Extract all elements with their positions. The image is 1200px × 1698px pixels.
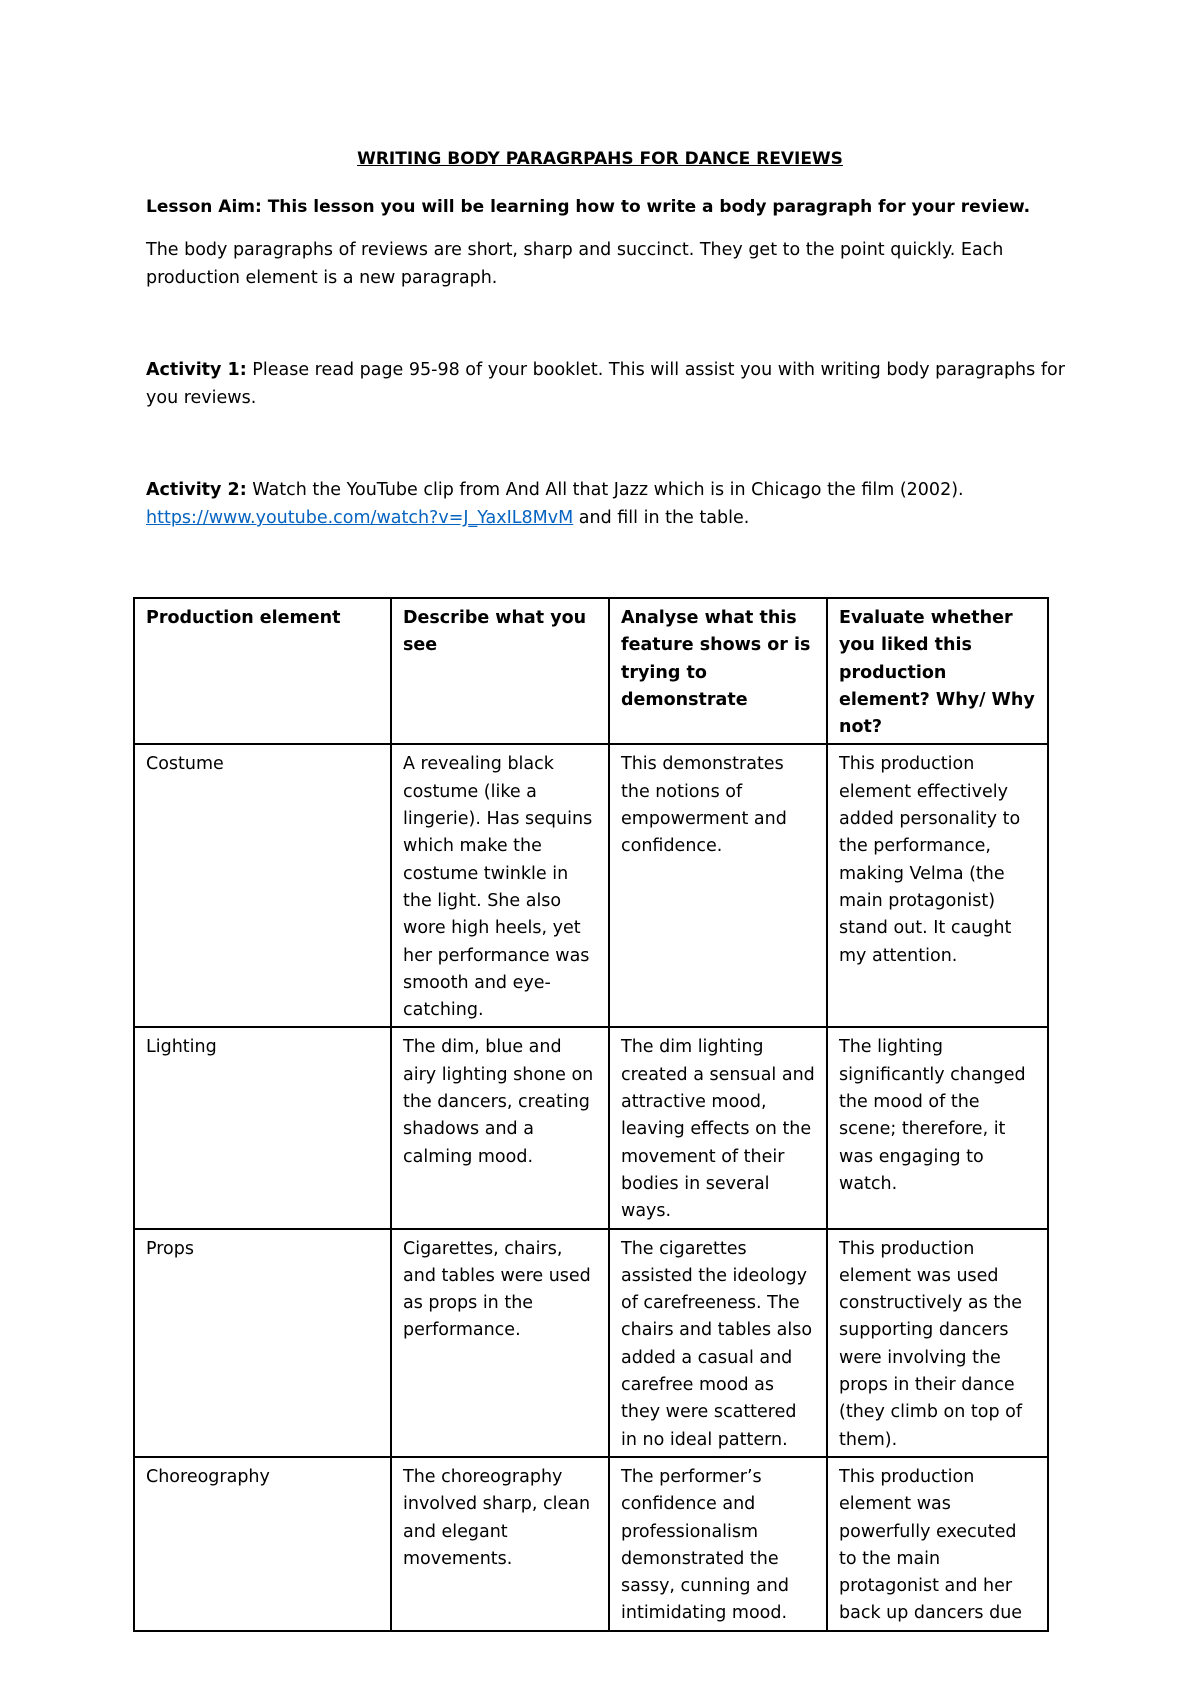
youtube-link[interactable]: https://www.youtube.com/watch?v=J_YaxIL8MvM [146, 508, 574, 528]
table-row [134, 1229, 1048, 1457]
cell-element: Lighting [134, 1027, 391, 1228]
activity-1 [146, 356, 1066, 412]
cell-describe: Cigarettes, chairs, and tables were used as props in the performance. [391, 1229, 609, 1457]
production-element-table [133, 597, 1049, 1632]
activity-1-text: Please read page 95-98 of your booklet. This will assist you with writing body paragraphs for you reviews. [146, 360, 1065, 408]
intro-paragraph: The body paragraphs of reviews are short, sharp and succinct. They get to the point quickly. Each production element is a new paragraph. [146, 240, 1004, 288]
lesson-aim: Lesson Aim: This lesson you will be learning how to write a body paragraph for your review. [146, 197, 1031, 217]
cell-analyse: The dim lighting created a sensual and attractive mood, leaving effects on the movement of their bodies in several ways. [609, 1027, 827, 1228]
header-analyse: Analyse what this feature shows or is trying to demonstrate [609, 598, 827, 744]
cell-evaluate: This production element was used constructively as the supporting dancers were involving the props in their dance (they climb on top of them). [827, 1229, 1048, 1457]
cell-describe: The choreography involved sharp, clean and elegant movements. [391, 1457, 609, 1631]
header-production-element: Production element [134, 598, 391, 744]
cell-element: Props [134, 1229, 391, 1457]
table-header-row [134, 598, 1048, 744]
cell-evaluate: The lighting significantly changed the mood of the scene; therefore, it was engaging to watch. [827, 1027, 1048, 1228]
cell-describe: The dim, blue and airy lighting shone on the dancers, creating shadows and a calming mood. [391, 1027, 609, 1228]
activity-2-text: Watch the YouTube clip from And All that Jazz which is in Chicago the film (2002). [246, 480, 964, 500]
cell-evaluate: This production element was powerfully executed to the main protagonist and her back up dancers due [827, 1457, 1048, 1631]
header-describe: Describe what you see [391, 598, 609, 744]
cell-analyse: The cigarettes assisted the ideology of carefreeness. The chairs and tables also added a casual and carefree mood as they were scattered in no ideal pattern. [609, 1229, 827, 1457]
cell-describe: A revealing black costume (like a lingerie). Has sequins which make the costume twinkle in the light. She also wore high heels, yet her performance was smooth and eye-catching. [391, 744, 609, 1027]
cell-analyse: The performer’s confidence and professionalism demonstrated the sassy, cunning and intimidating mood. [609, 1457, 827, 1631]
cell-element: Choreography [134, 1457, 391, 1631]
cell-evaluate: This production element effectively added personality to the performance, making Velma (the main protagonist) stand out. It caught my attention. [827, 744, 1048, 1027]
table-row [134, 1027, 1048, 1228]
table-row [134, 1457, 1048, 1631]
activity-1-label: Activity 1: [146, 360, 247, 380]
activity-2 [146, 476, 1066, 532]
cell-element: Costume [134, 744, 391, 1027]
cell-analyse: This demonstrates the notions of empowerment and confidence. [609, 744, 827, 1027]
table-row [134, 744, 1048, 1027]
document-title: WRITING BODY PARAGRPAHS FOR DANCE REVIEWS [357, 149, 843, 169]
activity-2-after-link: and fill in the table. [573, 508, 750, 528]
header-evaluate: Evaluate whether you liked this production element? Why/ Why not? [827, 598, 1048, 744]
activity-2-label: Activity 2: [146, 480, 247, 500]
